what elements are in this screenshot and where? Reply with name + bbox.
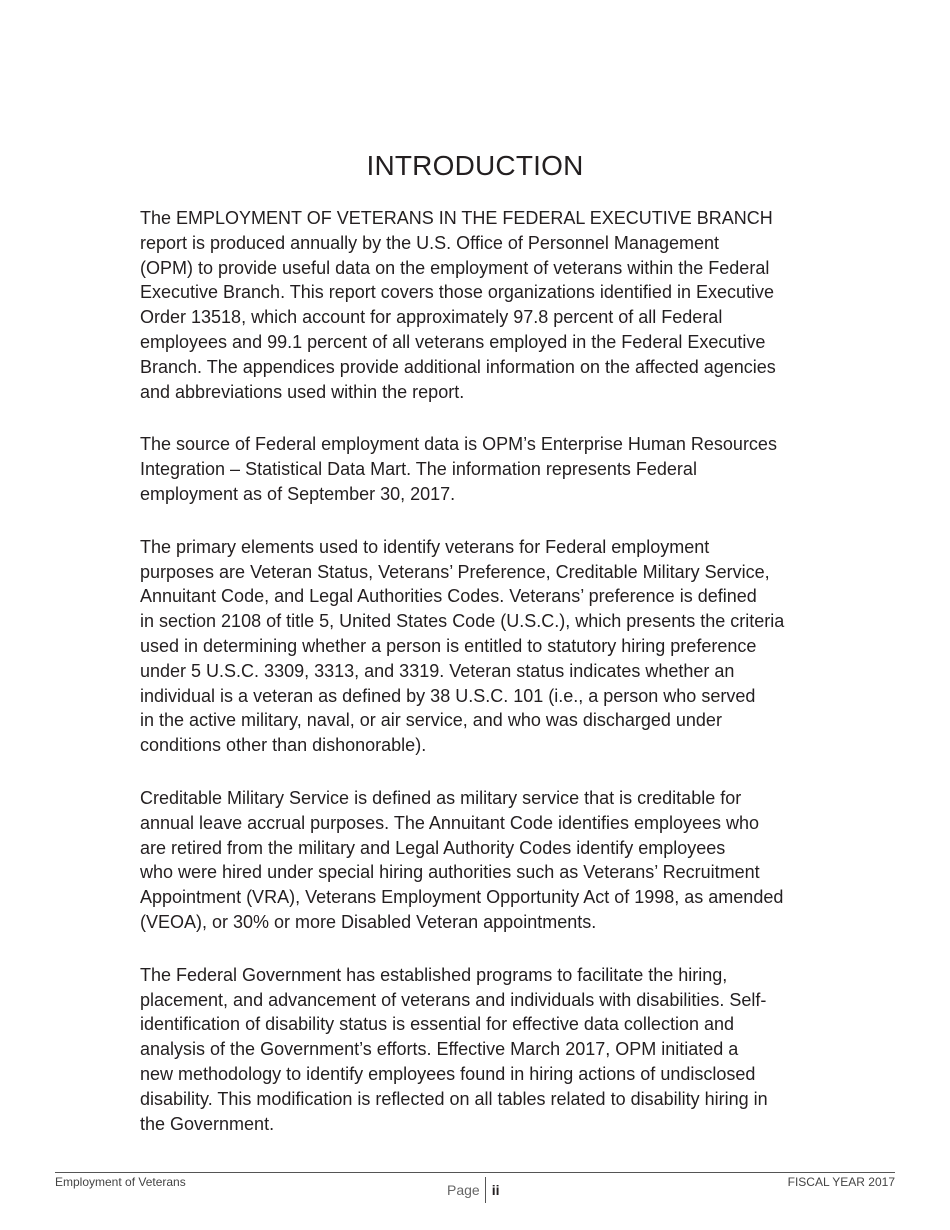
- paragraph-disability-programs: The Federal Government has established programs to facilitate the hiring, placement, and advancement of veterans and individuals with disabilities. Self- identification of disability status is essential for effective data collection and analysis of the Government’s efforts. Effective March 2017, OPM initiated a new methodology to identify employees found in hiring actions of undisclosed disability. This modification is reflected on all tables related to disability hiring in the Government.: [140, 964, 768, 1134]
- paragraph-primary-elements: The primary elements used to identify veterans for Federal employment purposes are Veteran Status, Veterans’ Preference, Creditable Military Service, Annuitant Code, and Legal Authorities Codes. Veterans’ preference is defined in section 2108 of title 5, United States Code (U.S.C.), which presents the criteria used in determining whether a person is entitled to statutory hiring preference under 5 U.S.C. 3309, 3313, and 3319. Veteran status indicates whether an individual is a veteran as defined by 38 U.S.C. 101 (i.e., a person who served in the active military, naval, or air service, and who was discharged under conditions other than dishonorable).: [140, 536, 785, 756]
- footer-page-indicator: [447, 1177, 499, 1203]
- paragraph-data-source: The source of Federal employment data is OPM’s Enterprise Human Resources Integration – Statistical Data Mart. The information represents Federal employment as of September 30, 2017.: [140, 434, 777, 504]
- page-title: INTRODUCTION: [366, 149, 584, 181]
- paragraph-report-overview: The EMPLOYMENT OF VETERANS IN THE FEDERAL EXECUTIVE BRANCH report is produced annually by the U.S. Office of Personnel Management (OPM) to provide useful data on the employment of veterans within the Federal Executive Branch. This report covers those organizations identified in Executive Order 13518, which account for approximately 97.8 percent of all Federal employees and 99.1 percent of all veterans employed in the Federal Executive Branch. The appendices provide additional information on the affected agencies and abbreviations used within the report.: [140, 208, 776, 402]
- page-footer: [55, 1172, 895, 1212]
- page-number: ii: [491, 1182, 500, 1198]
- footer-document-title: Employment of Veterans: [55, 1175, 186, 1189]
- body-text: [140, 206, 820, 1164]
- footer-divider: [55, 1172, 895, 1173]
- footer-fiscal-year: FISCAL YEAR 2017: [787, 1175, 895, 1189]
- page-separator: [485, 1177, 486, 1203]
- page-label: Page: [447, 1182, 480, 1198]
- paragraph-creditable-service: Creditable Military Service is defined as military service that is creditable for annual leave accrual purposes. The Annuitant Code identifies employees who are retired from the military and Legal Authority Codes identify employees who were hired under special hiring authorities such as Veterans’ Recruitment Appointment (VRA), Veterans Employment Opportunity Act of 1998, as amended (VEOA), or 30% or more Disabled Veteran appointments.: [140, 787, 784, 932]
